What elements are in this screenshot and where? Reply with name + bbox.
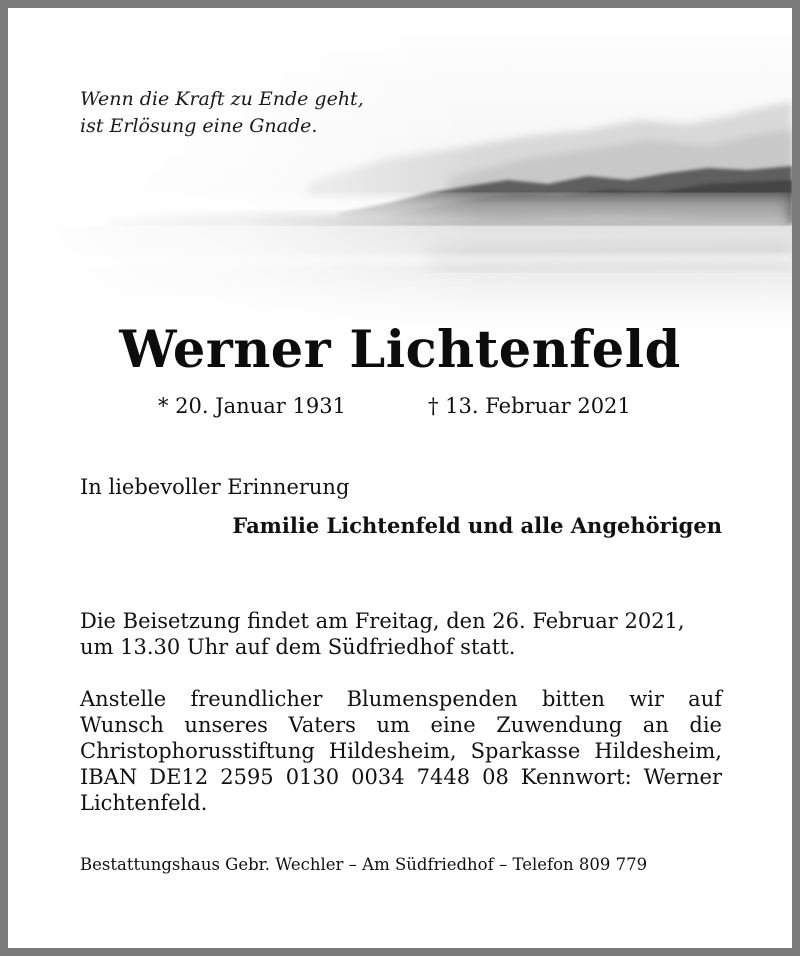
funeral-line-1: Die Beisetzung findet am Freitag, den 26. Februar 2021, bbox=[80, 609, 685, 633]
donation-request bbox=[80, 686, 722, 816]
misty-lake-landscape-image bbox=[8, 8, 792, 348]
birth-date: * 20. Januar 1931 bbox=[158, 394, 346, 418]
funeral-line-2: um 13.30 Uhr auf dem Südfriedhof statt. bbox=[80, 635, 516, 659]
donation-line: Anstelle freundlicher Blumenspenden bitten wir auf bbox=[80, 687, 722, 711]
remembrance-intro: In liebevoller Erinnerung bbox=[80, 475, 350, 499]
donation-line: Wunsch unseres Vaters um eine Zuwendung an die bbox=[80, 713, 722, 737]
quote bbox=[80, 86, 364, 140]
donation-line: IBAN DE12 2595 0130 0034 7448 08 Kennwort: Werner bbox=[80, 765, 722, 789]
undertaker-contact: Bestattungshaus Gebr. Wechler – Am Südfriedhof – Telefon 809 779 bbox=[80, 855, 648, 874]
death-date: † 13. Februar 2021 bbox=[428, 394, 631, 418]
donation-line: Christophorusstiftung Hildesheim, Sparkasse Hildesheim, bbox=[80, 739, 722, 763]
deceased-name: Werner Lichtenfeld bbox=[119, 320, 681, 380]
donation-line: Lichtenfeld. bbox=[80, 791, 208, 815]
funeral-announcement bbox=[80, 608, 722, 660]
quote-line-2: ist Erlösung eine Gnade. bbox=[80, 115, 318, 137]
mourning-family: Familie Lichtenfeld und alle Angehörigen bbox=[232, 513, 722, 538]
quote-line-1: Wenn die Kraft zu Ende geht, bbox=[80, 88, 364, 110]
